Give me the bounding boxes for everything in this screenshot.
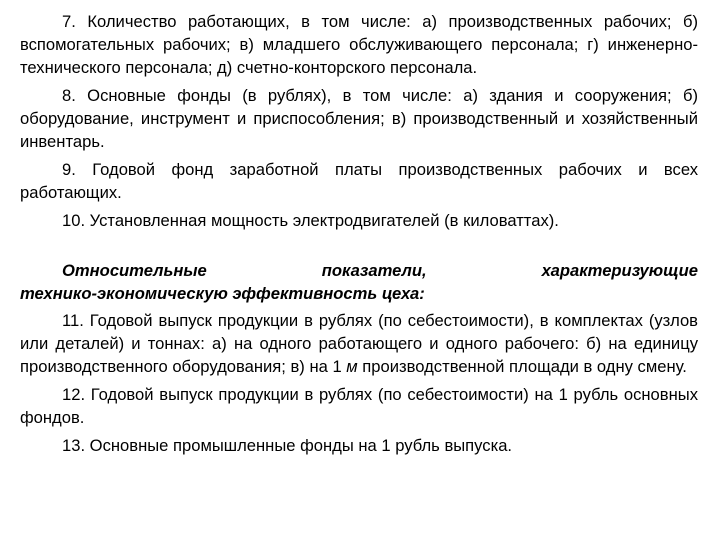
section-heading (20, 259, 698, 305)
list-item-13: 13. Основные промышленные фонды на 1 рубль выпуска. (62, 436, 513, 455)
list-item-12: 12. Годовой выпуск продукции в рублях (по себестоимости) на 1 рубль основных фондов. (20, 385, 698, 427)
section-heading-line2: технико-экономическую эффективность цеха: (20, 284, 425, 303)
list-item-8: 8. Основные фонды (в рублях), в том числе: а) здания и сооружения; б) оборудование, инструмент и приспособления; в) производственный и хозяйственный инвентарь. (20, 86, 698, 151)
list-item-11-text-end: производственной площади в одну смену. (357, 357, 687, 376)
list-item-11 (20, 309, 698, 378)
list-item-10: 10. Установленная мощность электродвигателей (в киловаттах). (62, 211, 559, 230)
section-heading-line1: Относительные показатели, характеризующие (62, 261, 698, 280)
section-spacer (20, 237, 698, 259)
list-item-7: 7. Количество работающих, в том числе: а) производственных рабочих; б) вспомогательных рабочих; в) младшего обслуживающего персонала; г) инженерно-технического персонала; д) счетно-конторского персонала. (20, 12, 698, 77)
list-item-11-unit: м (346, 357, 358, 376)
list-item-9: 9. Годовой фонд заработной платы производственных рабочих и всех работающих. (20, 160, 698, 202)
list-item-11-text: 11. Годовой выпуск продукции в рублях (по себестоимости), в комплектах (узлов или деталей) и тоннах: а) на одного работающего и одного рабочего: б) на единицу производственного оборудования; в) на 1 (20, 311, 698, 376)
